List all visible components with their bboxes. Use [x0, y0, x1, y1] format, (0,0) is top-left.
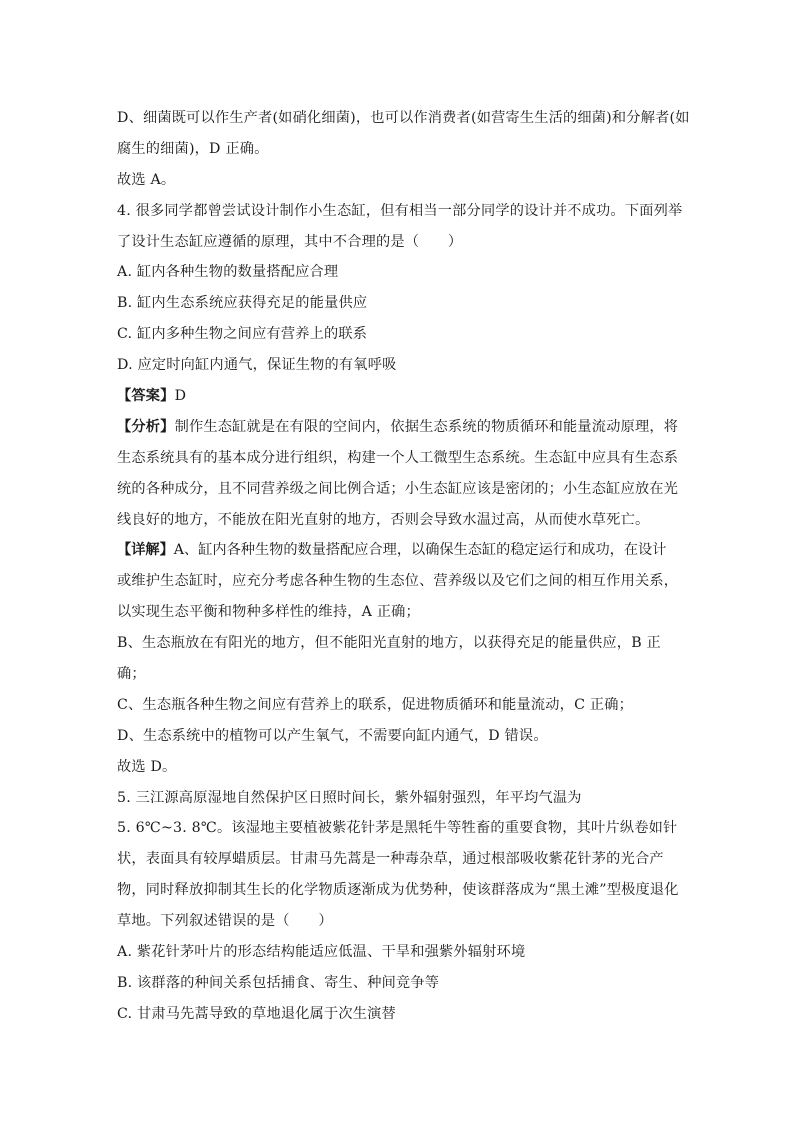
analysis-line — [117, 412, 677, 443]
text-line: 或维护生态缸时，应充分考虑各种生物的生态位、营养级以及它们之间的相互作用关系， — [117, 573, 679, 590]
analysis-text: 制作生态缸就是在有限的空间内，依据生态系统的物质循环和能量流动原理，将 — [174, 418, 679, 435]
question-5-stem: 物，同时释放抑制其生长的化学物质逐渐成为优势种，使该群落成为“黑土滩”型极度退化 — [117, 882, 679, 899]
text-line: B、生态瓶放在有阳光的地方，但不能阳光直射的地方，以获得充足的能量供应，B 正 — [117, 635, 661, 652]
text-line: 线良好的地方，不能放在阳光直射的地方，否则会导致水温过高，从而使水草死亡。 — [117, 511, 650, 528]
option-b: B. 缸内生态系统应获得充足的能量供应 — [117, 295, 368, 312]
detail-text: A、缸内各种生物的数量搭配应合理，以确保生态缸的稳定运行和成功，在设计 — [173, 542, 667, 559]
text-line: D、生态系统中的植物可以产生氧气，不需要向缸内通气，D 错误。 — [117, 727, 548, 744]
text-line: 生态系统具有的基本成分进行组织，构建一个人工微型生态系统。生态缸中应具有生态系 — [117, 449, 679, 466]
option-b: B. 该群落的种间关系包括捕食、寄生、种间竞争等 — [117, 974, 440, 991]
option-c: C. 缸内多种生物之间应有营养上的联系 — [117, 326, 368, 343]
text-line: 故选 A。 — [117, 171, 176, 188]
question-4-stem: 了设计生态缸应遵循的原理，其中不合理的是（ ） — [117, 233, 463, 250]
text-line: 统的各种成分，且不同营养级之间比例合适；小生态缸应该是密闭的；小生态缸应放在光 — [117, 480, 679, 497]
text-line: 以实现生态平衡和物种多样性的维持，A 正确； — [117, 604, 420, 621]
text-line: C、生态瓶各种生物之间应有营养上的联系，促进物质循环和能量流动，C 正确； — [117, 696, 633, 713]
option-d: D. 应定时向缸内通气，保证生物的有氧呼吸 — [117, 357, 397, 374]
option-a: A. 缸内各种生物的数量搭配应合理 — [117, 264, 339, 281]
answer-line — [117, 381, 677, 412]
text-line: 故选 D。 — [117, 758, 177, 775]
question-5-stem: 状，表面具有较厚蜡质层。甘肃马先蒿是一种毒杂草，通过根部吸收紫花针茅的光合产 — [117, 851, 664, 868]
option-c: C. 甘肃马先蒿导致的草地退化属于次生演替 — [117, 1005, 396, 1022]
text-line: D、细菌既可以作生产者(如硝化细菌)，也可以作消费者(如营寄生生活的细菌)和分解者(如 — [117, 110, 690, 126]
text-line: 确； — [117, 666, 146, 683]
question-5-stem: 5. 三江源高原湿地自然保护区日照时间长，紫外辐射强烈，年平均气温为 — [117, 789, 582, 806]
option-a: A. 紫花针茅叶片的形态结构能适应低温、干旱和强紫外辐射环境 — [117, 944, 526, 961]
question-5-stem: 5. 6℃~3. 8℃。该湿地主要植被紫花针茅是黑牦牛等牲畜的重要食物，其叶片纵卷如针 — [117, 820, 678, 837]
text-line: 腐生的细菌)，D 正确。 — [117, 140, 269, 157]
answer-value: D — [174, 388, 187, 405]
detail-label: 【详解】 — [117, 542, 174, 559]
detail-line — [117, 535, 677, 566]
question-5-stem: 草地。下列叙述错误的是（ ） — [117, 913, 333, 930]
document-page — [117, 103, 690, 1030]
answer-label: 【答案】 — [117, 388, 175, 405]
analysis-label: 【分析】 — [117, 418, 175, 435]
question-4-stem: 4. 很多同学都曾尝试设计制作小生态缸，但有相当一部分同学的设计并不成功。下面列举 — [117, 202, 683, 219]
